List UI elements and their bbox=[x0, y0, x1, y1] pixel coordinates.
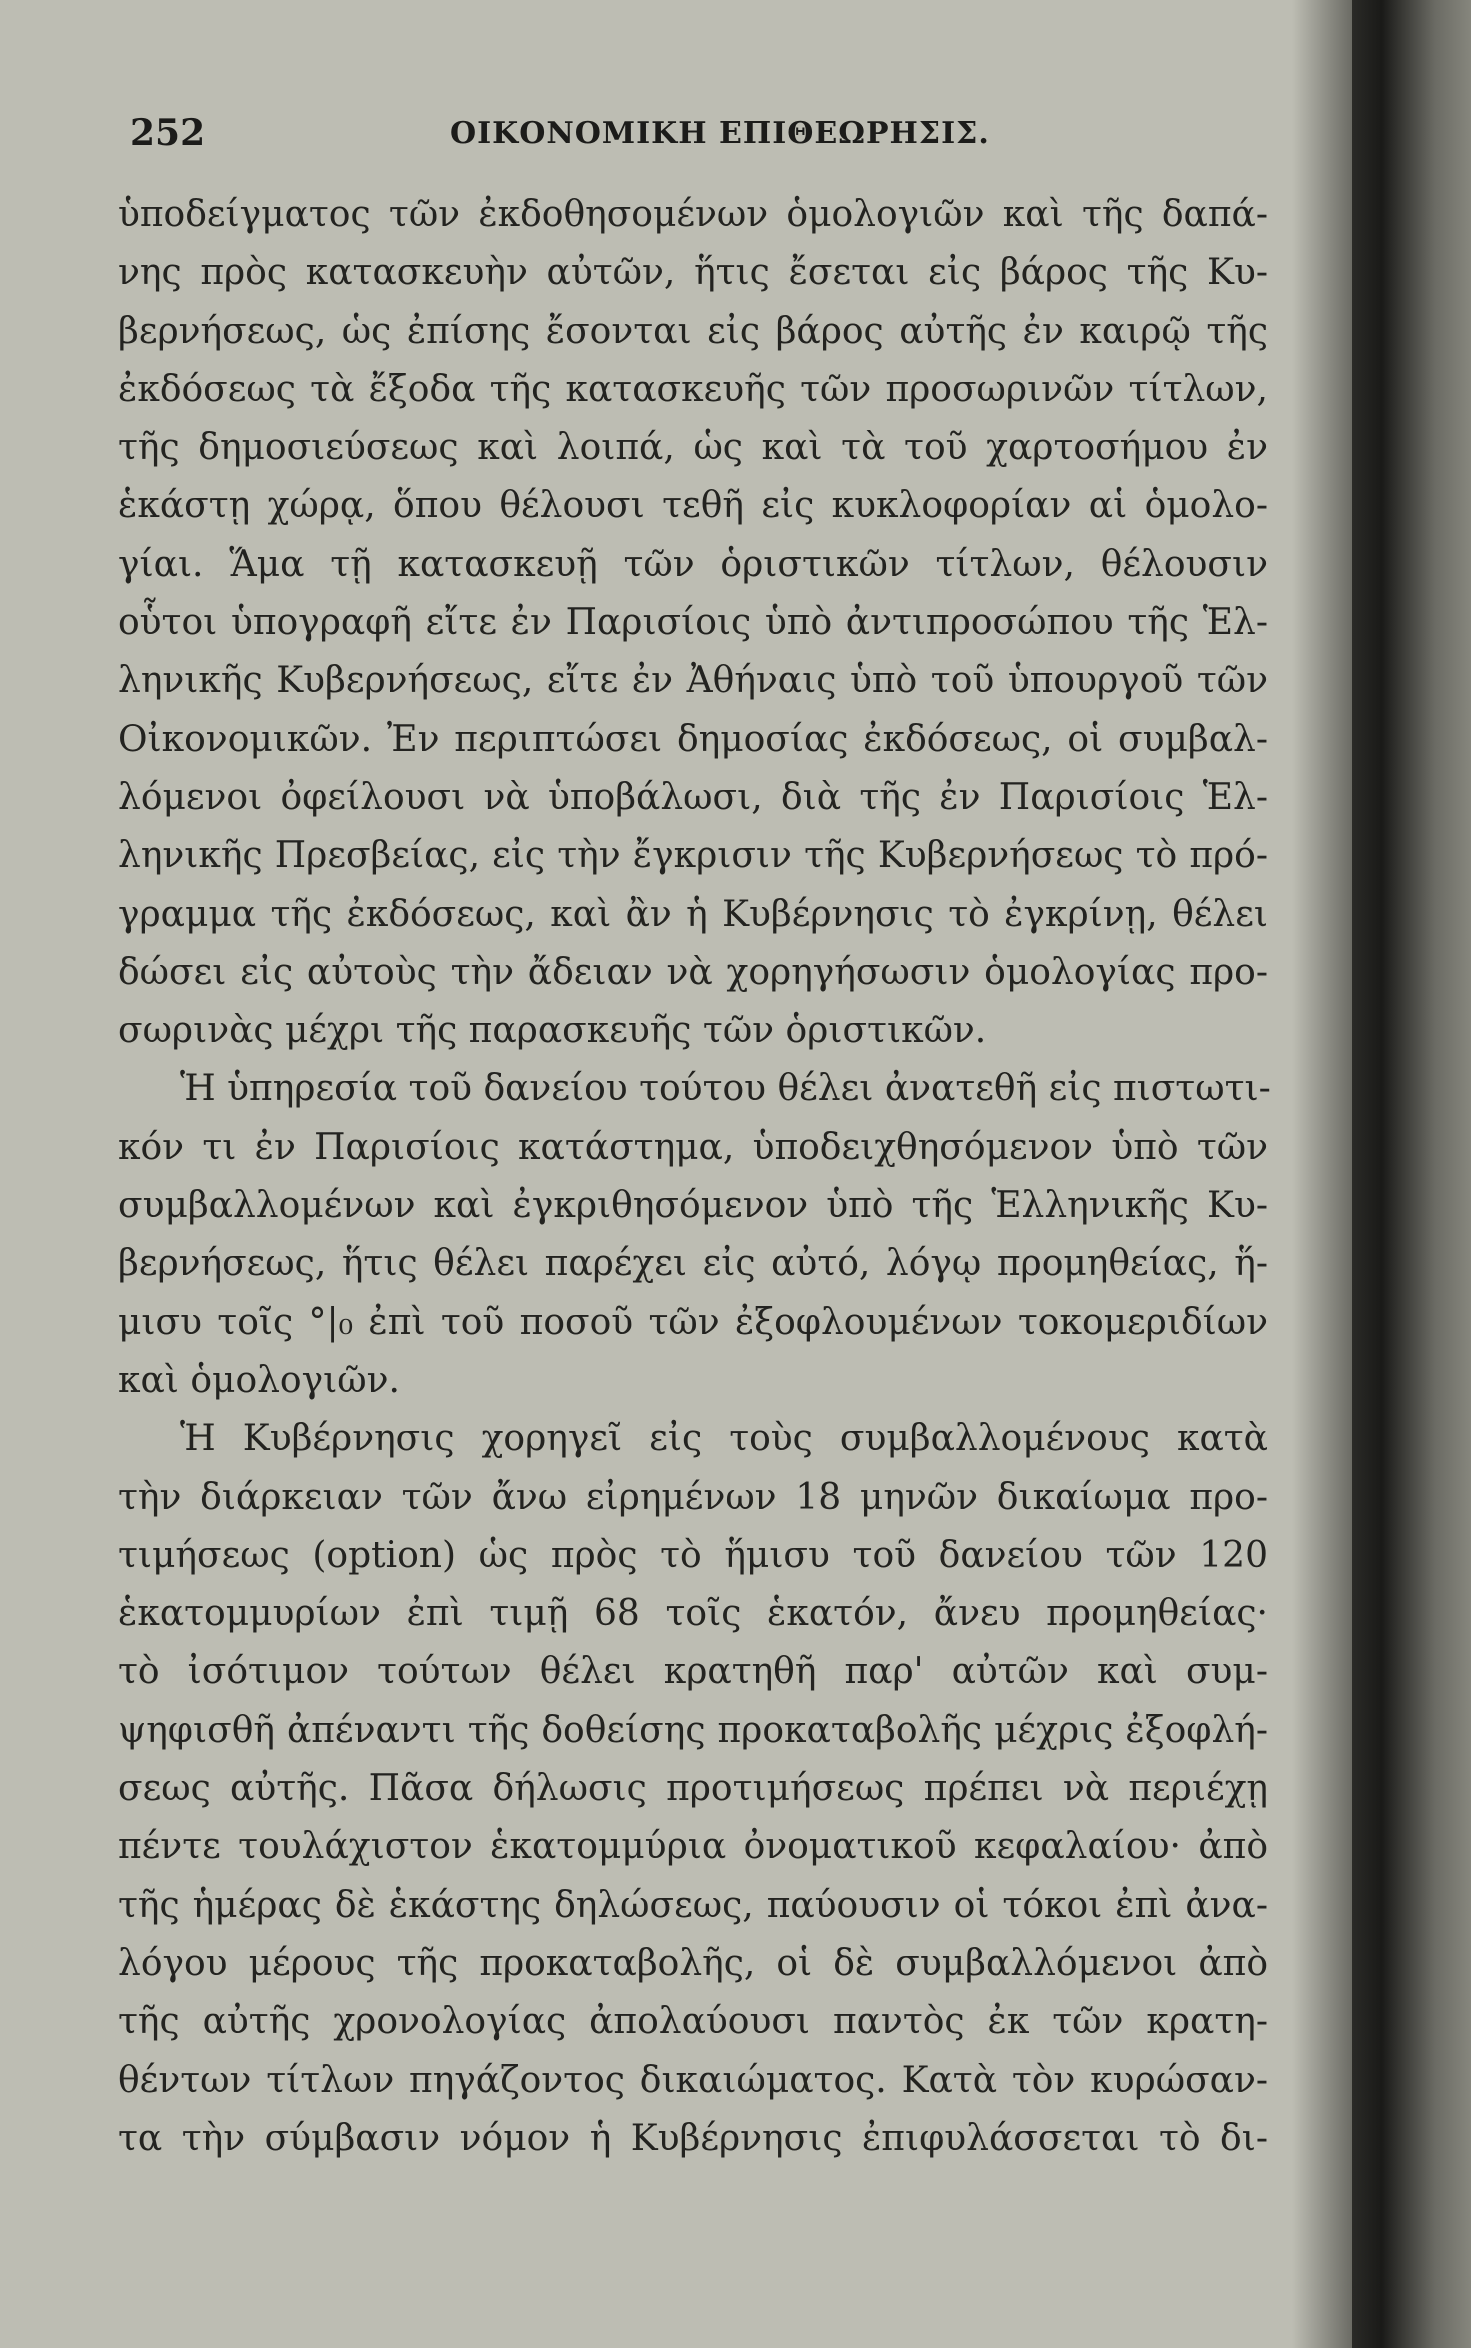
paragraph-start-line: Ἡ ὑπηρεσία τοῦ δανείου τούτου θέλει ἀνατεθῆ εἰς πιστωτι- bbox=[180, 1068, 1271, 1110]
text-line: ὑποδείγματος τῶν ἐκδοθησομένων ὁμολογιῶν καὶ τῆς δαπά- bbox=[118, 194, 1268, 235]
text-line: βερνήσεως, ἥτις θέλει παρέχει εἰς αὐτό, λόγῳ προμηθείας, ἥ- bbox=[118, 1243, 1268, 1285]
text-line: βερνήσεως, ὡς ἐπίσης ἔσονται εἰς βάρος αὐτῆς ἐν καιρῷ τῆς bbox=[118, 310, 1268, 352]
page-number: 252 bbox=[130, 112, 206, 154]
text-line: ἐκδόσεως τὰ ἔξοδα τῆς κατασκευῆς τῶν προσωρινῶν τίτλων, bbox=[118, 368, 1268, 410]
text-line: Οἰκονομικῶν. Ἐν περιπτώσει δημοσίας ἐκδόσεως, οἱ συμβαλ- bbox=[118, 718, 1268, 760]
text-line: νης πρὸς κατασκευὴν αὐτῶν, ἥτις ἔσεται εἰς βάρος τῆς Κυ- bbox=[118, 252, 1268, 294]
text-line: τὴν διάρκειαν τῶν ἄνω εἰρημένων 18 μηνῶν δικαίωμα προ- bbox=[118, 1476, 1268, 1518]
text-line: πέντε τουλάχιστον ἑκατομμύρια ὀνοματικοῦ κεφαλαίου· ἀπὸ bbox=[118, 1826, 1268, 1868]
text-line: συμβαλλομένων καὶ ἐγκριθησόμενον ὑπὸ τῆς Ἑλληνικῆς Κυ- bbox=[118, 1185, 1268, 1227]
text-line: οὗτοι ὑπογραφῆ εἴτε ἐν Παρισίοις ὑπὸ ἀντιπροσώπου τῆς Ἑλ- bbox=[118, 602, 1268, 644]
text-line: κόν τι ἐν Παρισίοις κατάστημα, ὑποδειχθησόμενον ὑπὸ τῶν bbox=[118, 1126, 1268, 1168]
text-line: τιμήσεως (option) ὡς πρὸς τὸ ἥμισυ τοῦ δανείου τῶν 120 bbox=[118, 1534, 1268, 1576]
text-line: γραμμα τῆς ἐκδόσεως, καὶ ἂν ἡ Κυβέρνησις τὸ ἐγκρίνῃ, θέλει bbox=[118, 893, 1268, 935]
text-line: θέντων τίτλων πηγάζοντος δικαιώματος. Κατὰ τὸν κυρώσαν- bbox=[118, 2059, 1268, 2101]
text-line: γίαι. Ἅμα τῇ κατασκευῇ τῶν ὁριστικῶν τίτλων, θέλουσιν bbox=[118, 543, 1268, 585]
text-line: ἑκατομμυρίων ἐπὶ τιμῇ 68 τοῖς ἑκατόν, ἄνευ προμηθείας· bbox=[118, 1593, 1268, 1635]
text-line: τὸ ἰσότιμον τούτων θέλει κρατηθῆ παρ' αὐτῶν καὶ συμ- bbox=[118, 1651, 1268, 1693]
text-line: σωρινὰς μέχρι τῆς παρασκευῆς τῶν ὁριστικῶν. bbox=[118, 1010, 987, 1052]
body-text bbox=[118, 186, 1271, 2168]
text-line: δώσει εἰς αὐτοὺς τὴν ἄδειαν νὰ χορηγήσωσιν ὁμολογίας προ- bbox=[118, 951, 1268, 993]
text-line: ληνικῆς Κυβερνήσεως, εἴτε ἐν Ἀθήναις ὑπὸ τοῦ ὑπουργοῦ τῶν bbox=[118, 660, 1268, 702]
book-gutter bbox=[1352, 0, 1471, 2348]
text-line: τα τὴν σύμβασιν νόμον ἡ Κυβέρνησις ἐπιφυλάσσεται τὸ δι- bbox=[118, 2117, 1268, 2159]
text-line: μισυ τοῖς °|₀ ἐπὶ τοῦ ποσοῦ τῶν ἐξοφλουμένων τοκομεριδίων bbox=[118, 1301, 1268, 1343]
text-line: τῆς αὐτῆς χρονολογίας ἀπολαύουσι παντὸς ἐκ τῶν κρατη- bbox=[118, 2001, 1268, 2043]
text-line: λόγου μέρους τῆς προκαταβολῆς, οἱ δὲ συμβαλλόμενοι ἀπὸ bbox=[118, 1942, 1268, 1984]
running-head-title: ΟΙΚΟΝΟΜΙΚΗ ΕΠΙΘΕΩΡΗΣΙΣ. bbox=[450, 116, 990, 151]
text-line: ληνικῆς Πρεσβείας, εἰς τὴν ἔγκρισιν τῆς Κυβερνήσεως τὸ πρό- bbox=[118, 835, 1268, 877]
text-line: σεως αὐτῆς. Πᾶσα δήλωσις προτιμήσεως πρέπει νὰ περιέχῃ bbox=[118, 1768, 1268, 1810]
text-line: τῆς δημοσιεύσεως καὶ λοιπά, ὡς καὶ τὰ τοῦ χαρτοσήμου ἐν bbox=[118, 427, 1268, 469]
paragraph-start-line: Ἡ Κυβέρνησις χορηγεῖ εἰς τοὺς συμβαλλομένους κατὰ bbox=[180, 1418, 1268, 1460]
page-header bbox=[130, 112, 1270, 162]
text-line: καὶ ὁμολογιῶν. bbox=[118, 1359, 400, 1401]
text-line: λόμενοι ὀφείλουσι νὰ ὑποβάλωσι, διὰ τῆς ἐν Παρισίοις Ἑλ- bbox=[118, 776, 1268, 818]
text-line: ψηφισθῆ ἀπέναντι τῆς δοθείσης προκαταβολῆς μέχρις ἐξοφλή- bbox=[118, 1709, 1268, 1751]
text-line: ἑκάστῃ χώρᾳ, ὅπου θέλουσι τεθῆ εἰς κυκλοφορίαν αἱ ὁμολο- bbox=[118, 485, 1268, 527]
text-line: τῆς ἡμέρας δὲ ἑκάστης δηλώσεως, παύουσιν οἱ τόκοι ἐπὶ ἀνα- bbox=[118, 1884, 1268, 1926]
